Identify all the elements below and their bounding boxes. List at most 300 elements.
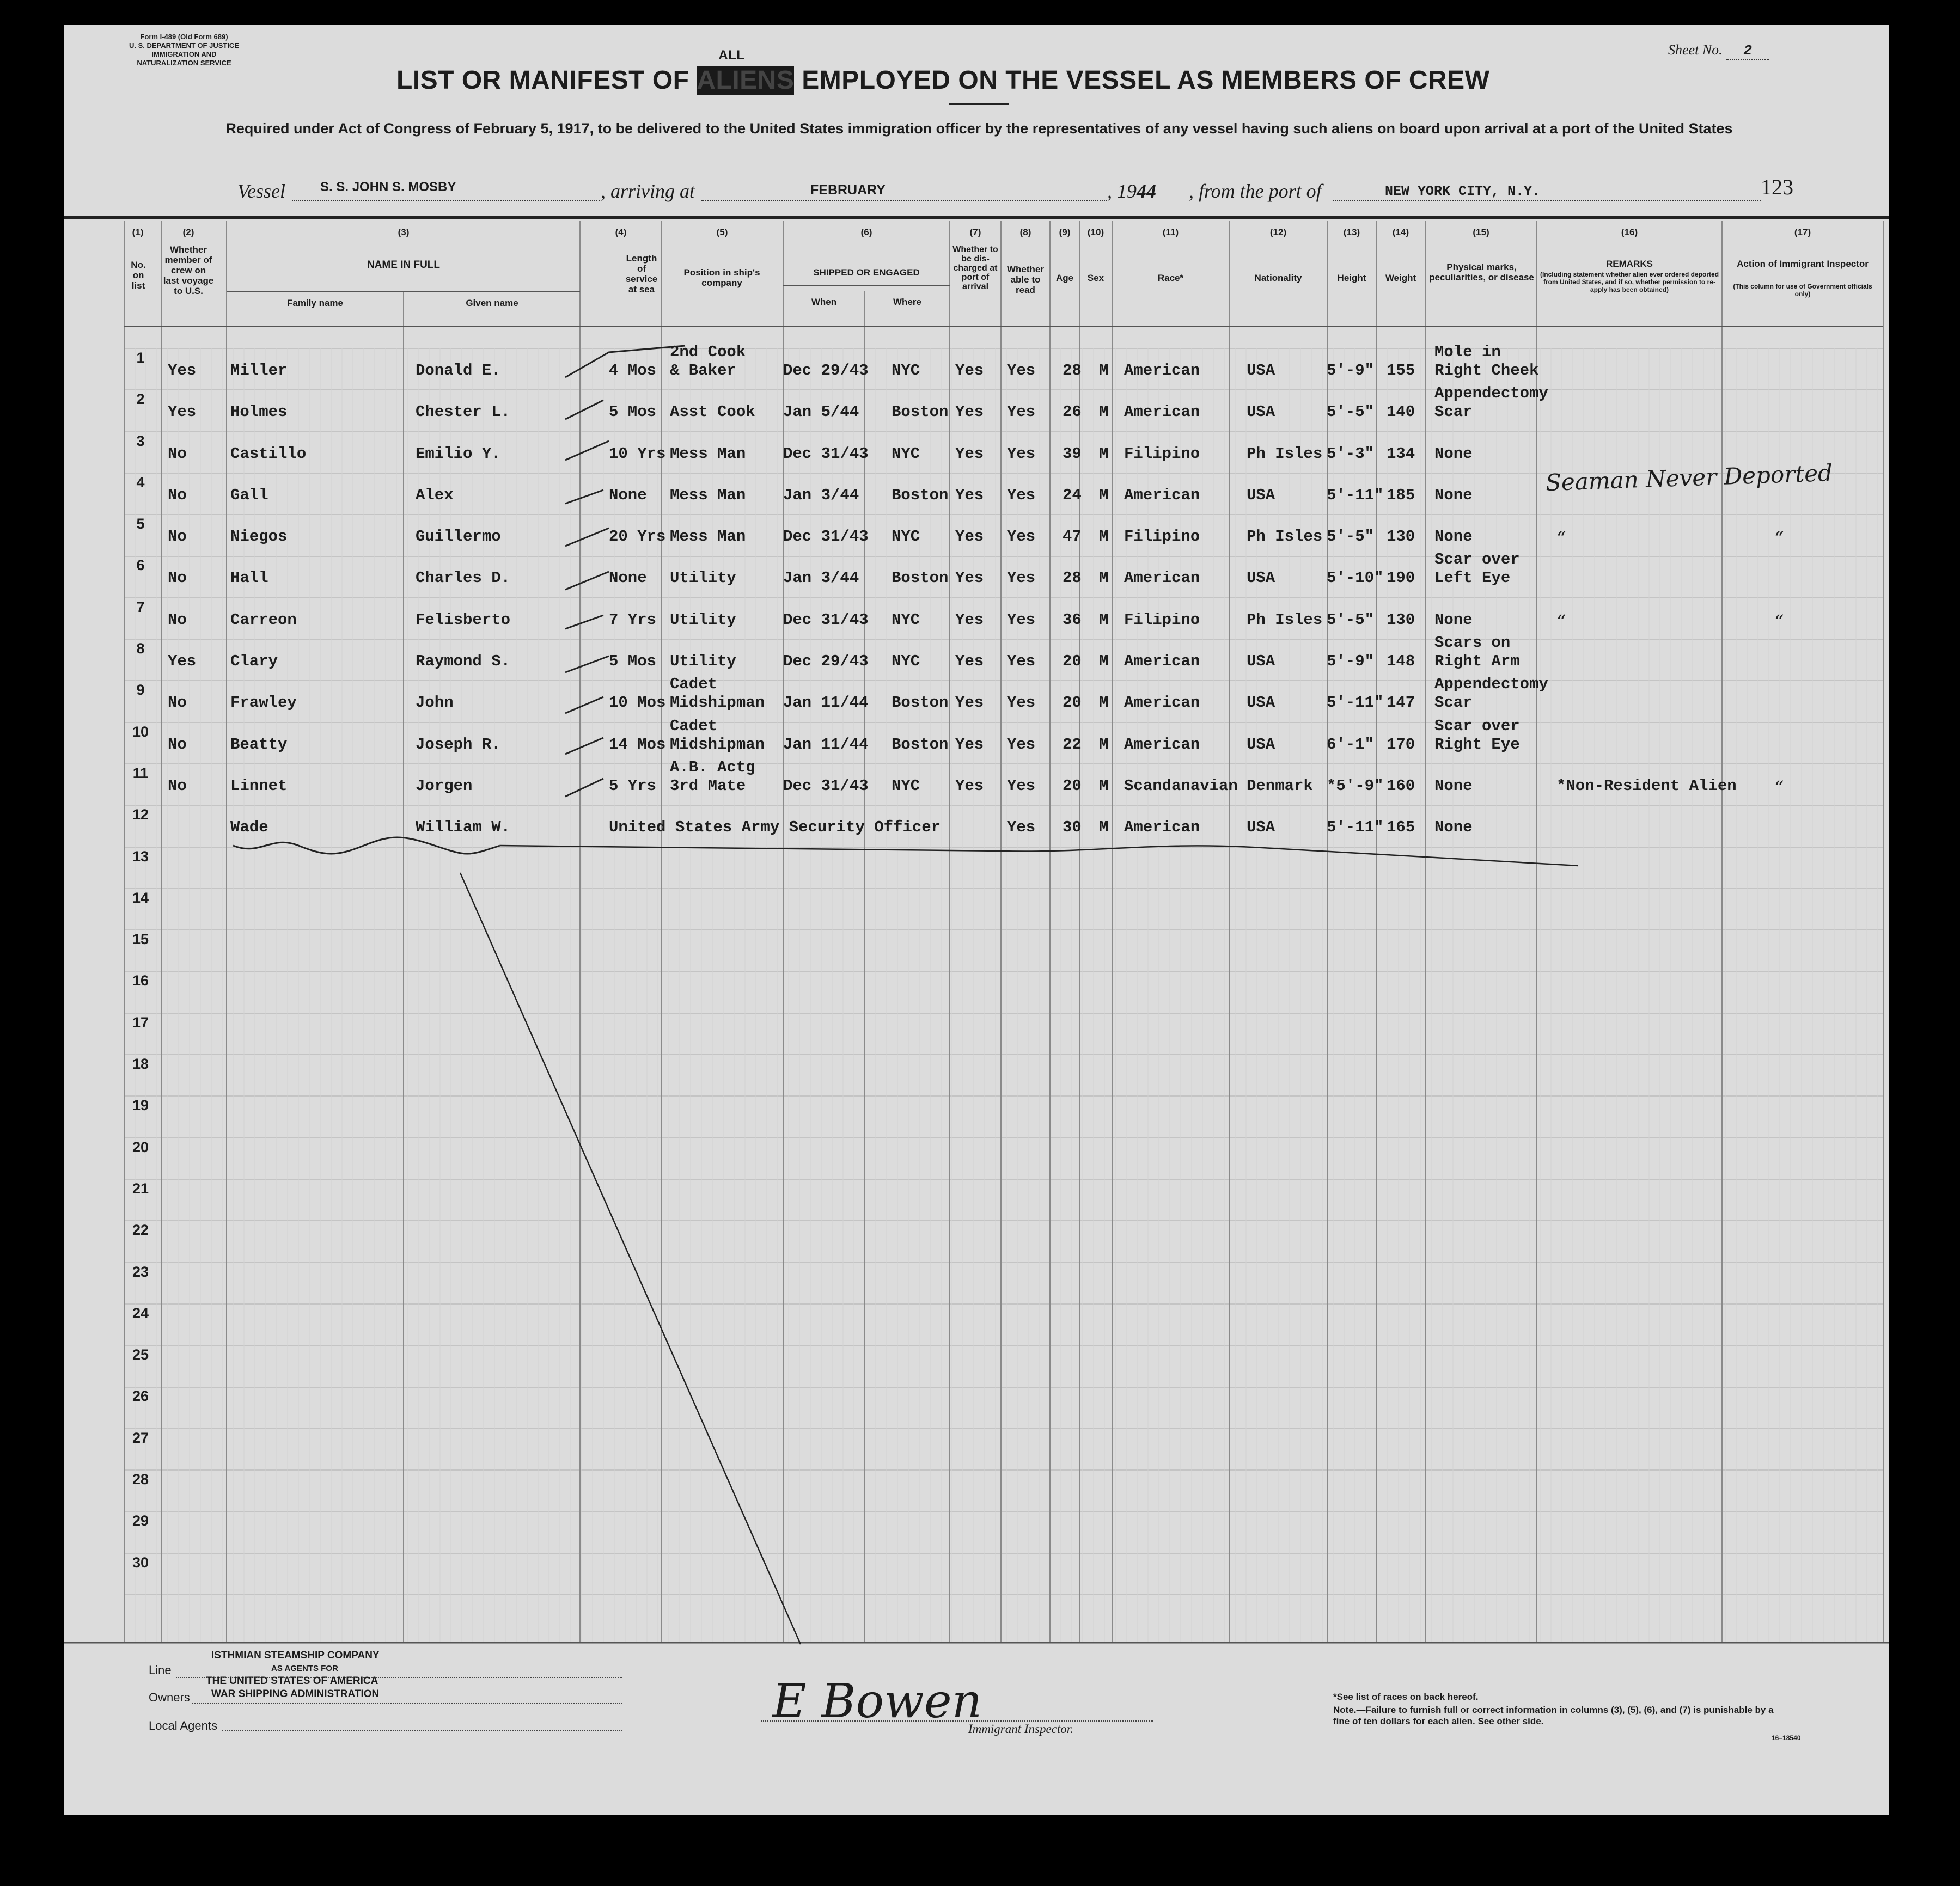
row-12-strike-mark bbox=[233, 837, 500, 854]
col-3-number: (3) bbox=[398, 227, 410, 237]
form-code: 16–18540 bbox=[1772, 1734, 1801, 1742]
row-race: American bbox=[1124, 361, 1200, 379]
col-1-label: No. on list bbox=[131, 260, 146, 291]
row-able-to-read: Yes bbox=[1007, 652, 1036, 671]
inspector-label: Immigrant Inspector. bbox=[968, 1722, 1073, 1736]
vessel-name: S. S. JOHN S. MOSBY bbox=[320, 180, 456, 194]
row-last-voyage: No bbox=[168, 735, 187, 754]
signature-underline bbox=[761, 1720, 1153, 1722]
row-family-name: Clary bbox=[230, 652, 278, 671]
arriving-value: FEBRUARY bbox=[810, 182, 886, 198]
row-discharged: Yes bbox=[955, 652, 984, 671]
row-able-to-read: Yes bbox=[1007, 444, 1036, 463]
row-height: 5'-11" bbox=[1327, 694, 1384, 712]
row-height: 5'-11" bbox=[1327, 818, 1384, 837]
row-able-to-read: Yes bbox=[1007, 361, 1036, 379]
col-10-number: (10) bbox=[1087, 227, 1104, 237]
row-service-length: 5 Yrs bbox=[609, 776, 657, 795]
row-last-voyage: Yes bbox=[168, 361, 197, 379]
col-4-label: Length of service at sea bbox=[625, 253, 658, 295]
row-race: American bbox=[1124, 486, 1200, 504]
col-2-label: Whether member of crew on last voyage to U.S. bbox=[163, 244, 214, 296]
row-given-name: Donald E. bbox=[416, 361, 501, 379]
row-nationality: Ph Isles bbox=[1247, 528, 1323, 546]
row-able-to-read: Yes bbox=[1007, 694, 1036, 712]
row-shipped-where: Boston bbox=[892, 569, 949, 587]
row-sex: M bbox=[1099, 694, 1109, 712]
row-race: American bbox=[1124, 652, 1200, 671]
row-sex: M bbox=[1099, 610, 1109, 629]
row-shipped-when: Dec 31/43 bbox=[783, 610, 869, 629]
row-race: Filipino bbox=[1124, 528, 1200, 546]
col-14-label: Weight bbox=[1385, 273, 1416, 283]
row-nationality: USA bbox=[1247, 569, 1275, 587]
col-15-number: (15) bbox=[1473, 227, 1489, 237]
row-family-name: Gall bbox=[230, 486, 268, 504]
empty-row-number: 22 bbox=[132, 1222, 149, 1239]
row-height: 5'-9" bbox=[1327, 652, 1375, 671]
row-nationality: Denmark bbox=[1247, 776, 1313, 795]
form-service-line: IMMIGRATION AND NATURALIZATION SERVICE bbox=[137, 50, 231, 67]
row-row-number: 2 bbox=[136, 391, 145, 408]
row-weight: 134 bbox=[1387, 444, 1415, 463]
row-weight: 155 bbox=[1387, 361, 1415, 379]
row-position: Cadet bbox=[670, 675, 718, 694]
row-sex: M bbox=[1099, 735, 1109, 754]
row-service-length: 14 Mos bbox=[609, 735, 666, 754]
row-able-to-read: Yes bbox=[1007, 403, 1036, 421]
row-shipped-when: Dec 29/43 bbox=[783, 361, 869, 379]
row-position: Utility bbox=[670, 569, 736, 587]
empty-row-number: 28 bbox=[132, 1471, 149, 1488]
sheet-label: Sheet No. bbox=[1668, 42, 1723, 58]
row-shipped-when: Dec 31/43 bbox=[783, 776, 869, 795]
empty-row-number: 24 bbox=[132, 1305, 149, 1321]
row-position: Midshipman bbox=[670, 735, 765, 754]
empty-row-number: 14 bbox=[132, 889, 149, 906]
row-given-name: Charles D. bbox=[416, 569, 511, 587]
row-remarks: “ bbox=[1556, 528, 1566, 550]
col-9-number: (9) bbox=[1059, 227, 1071, 237]
row-shipped-when: Jan 11/44 bbox=[783, 735, 869, 754]
inspector-signature: E Bowen bbox=[772, 1674, 982, 1729]
row-physical-marks: Scars on bbox=[1434, 634, 1511, 652]
title-part-1: LIST OR MANIFEST OF bbox=[396, 66, 689, 95]
row-position: 2nd Cook bbox=[670, 342, 746, 361]
row-nationality: USA bbox=[1247, 818, 1275, 837]
col-6-label: SHIPPED OR ENGAGED bbox=[813, 267, 920, 278]
empty-row-number: 27 bbox=[132, 1429, 149, 1446]
row-age: 28 bbox=[1063, 569, 1082, 587]
row-physical-marks: None bbox=[1434, 818, 1473, 837]
row-shipped-when: Dec 31/43 bbox=[783, 444, 869, 463]
col-8-label: Whether able to read bbox=[1007, 264, 1044, 295]
row-age: 28 bbox=[1063, 361, 1082, 379]
row-physical-marks: Appendectomy bbox=[1434, 675, 1548, 694]
row-weight: 130 bbox=[1387, 610, 1415, 629]
row-height: 5'-3" bbox=[1327, 444, 1375, 463]
row-service-length: 7 Yrs bbox=[609, 610, 657, 629]
row-remarks: *Non-Resident Alien bbox=[1556, 776, 1737, 795]
row-shipped-where: NYC bbox=[892, 610, 920, 629]
row-physical-marks: Right Eye bbox=[1434, 735, 1520, 754]
row-weight: 140 bbox=[1387, 403, 1415, 421]
row-last-voyage: Yes bbox=[168, 652, 197, 671]
row-height: 5'-5" bbox=[1327, 403, 1375, 421]
row-discharged: Yes bbox=[955, 694, 984, 712]
empty-row-number: 26 bbox=[132, 1388, 149, 1405]
col-1-number: (1) bbox=[132, 227, 144, 237]
row-service-length: 10 Mos bbox=[609, 694, 666, 712]
row-age: 20 bbox=[1063, 652, 1082, 671]
col-5-label: Position in ship's company bbox=[683, 267, 760, 288]
col-6-when-label: When bbox=[811, 297, 837, 307]
row-position: Asst Cook bbox=[670, 403, 755, 421]
row-discharged: Yes bbox=[955, 610, 984, 629]
row-family-name: Beatty bbox=[230, 735, 288, 754]
row-given-name: Chester L. bbox=[416, 403, 511, 421]
col-11-number: (11) bbox=[1162, 227, 1179, 237]
col-7-number: (7) bbox=[969, 227, 981, 237]
row-given-name: John bbox=[416, 694, 454, 712]
row-sex: M bbox=[1099, 569, 1109, 587]
title-insert-word: ALL bbox=[718, 48, 745, 63]
row-sex: M bbox=[1099, 528, 1109, 546]
empty-row-number: 25 bbox=[132, 1346, 149, 1363]
row-able-to-read: Yes bbox=[1007, 776, 1036, 795]
row-discharged: Yes bbox=[955, 776, 984, 795]
row-sex: M bbox=[1099, 486, 1109, 504]
row-position: Midshipman bbox=[670, 694, 765, 712]
row-last-voyage: No bbox=[168, 776, 187, 795]
row-able-to-read: Yes bbox=[1007, 610, 1036, 629]
row-race: American bbox=[1124, 694, 1200, 712]
row-family-name: Castillo bbox=[230, 444, 307, 463]
row-height: 5'-10" bbox=[1327, 569, 1384, 587]
col-8-number: (8) bbox=[1019, 227, 1031, 237]
row-shipped-where: NYC bbox=[892, 652, 920, 671]
row-shipped-when: Jan 5/44 bbox=[783, 403, 859, 421]
empty-row-number: 16 bbox=[132, 972, 149, 989]
col-3-family-label: Family name bbox=[287, 298, 343, 308]
row-family-name: Holmes bbox=[230, 403, 288, 421]
empty-row-number: 30 bbox=[132, 1554, 149, 1571]
signature-leader-line bbox=[460, 873, 801, 1644]
row-weight: 130 bbox=[1387, 528, 1415, 546]
row-height: 5'-9" bbox=[1327, 361, 1375, 379]
col-17-number: (17) bbox=[1794, 227, 1811, 237]
sheet-number-value: 2 bbox=[1726, 42, 1769, 60]
row-given-name: Joseph R. bbox=[416, 735, 501, 754]
row-nationality: USA bbox=[1247, 652, 1275, 671]
agents-for-text: AS AGENTS FOR bbox=[271, 1664, 338, 1673]
row-shipped-where: Boston bbox=[892, 694, 949, 712]
line-label: Line bbox=[149, 1663, 172, 1677]
row-remarks: “ bbox=[1556, 610, 1566, 633]
empty-row-number: 17 bbox=[132, 1014, 149, 1031]
row-able-to-read: Yes bbox=[1007, 486, 1036, 504]
row-position: Cadet bbox=[670, 717, 718, 735]
row-discharged: Yes bbox=[955, 403, 984, 421]
row-position: A.B. Actg bbox=[670, 758, 755, 776]
row-grid-lines bbox=[124, 348, 1883, 1643]
line-value: ISTHMIAN STEAMSHIP COMPANY bbox=[211, 1650, 380, 1661]
row-shipped-when: Jan 3/44 bbox=[783, 569, 859, 587]
row-race: American bbox=[1124, 403, 1200, 421]
col-9-label: Age bbox=[1055, 273, 1074, 283]
row-weight: 148 bbox=[1387, 652, 1415, 671]
row-physical-marks: None bbox=[1434, 486, 1473, 504]
from-port-label: , from the port of bbox=[1189, 180, 1322, 202]
row-physical-marks: Scar over bbox=[1434, 717, 1520, 735]
title-redacted-text: ALIENS bbox=[697, 66, 795, 95]
row-last-voyage: No bbox=[168, 569, 187, 587]
form-department-line: U. S. DEPARTMENT OF JUSTICE bbox=[129, 41, 239, 50]
row-given-name: Guillermo bbox=[416, 528, 501, 546]
col-7-label: Whether to be dis-charged at port of arrival bbox=[952, 245, 998, 291]
owners-underline bbox=[192, 1703, 622, 1704]
row-physical-marks: Appendectomy bbox=[1434, 384, 1548, 403]
row-physical-marks: Left Eye bbox=[1434, 569, 1511, 587]
row-age: 47 bbox=[1063, 528, 1082, 546]
row-sex: M bbox=[1099, 818, 1109, 837]
row-nationality: USA bbox=[1247, 735, 1275, 754]
row-service-length: 5 Mos bbox=[609, 652, 657, 671]
row-shipped-where: Boston bbox=[892, 735, 949, 754]
row-physical-marks: Right Arm bbox=[1434, 652, 1520, 671]
row-weight: 165 bbox=[1387, 818, 1415, 837]
row-discharged: Yes bbox=[955, 569, 984, 587]
row-position: Utility bbox=[670, 610, 736, 629]
row-shipped-where: Boston bbox=[892, 403, 949, 421]
row-shipped-where: NYC bbox=[892, 444, 920, 463]
row-row-number: 10 bbox=[132, 723, 149, 740]
row-inspector-action: “ bbox=[1774, 776, 1784, 799]
row-weight: 160 bbox=[1387, 776, 1415, 795]
row-physical-marks: None bbox=[1434, 776, 1473, 795]
row-sex: M bbox=[1099, 444, 1109, 463]
row-row-number: 9 bbox=[136, 682, 145, 699]
page-subtitle: Required under Act of Congress of February 5, 1917, to be delivered to the United States immigration officer by the representatives of any vessel having such aliens on board upon arrival at a port of the United States bbox=[225, 120, 1733, 137]
empty-row-number: 15 bbox=[132, 931, 149, 948]
row-nationality: Ph Isles bbox=[1247, 444, 1323, 463]
col-12-label: Nationality bbox=[1254, 273, 1302, 283]
col-6-number: (6) bbox=[860, 227, 872, 237]
row-physical-marks: Scar over bbox=[1434, 550, 1520, 569]
row-age: 24 bbox=[1063, 486, 1082, 504]
row-row-number: 11 bbox=[132, 764, 149, 781]
row-physical-marks: None bbox=[1434, 610, 1473, 629]
col-3-given-label: Given name bbox=[466, 298, 518, 308]
owners-value-2: WAR SHIPPING ADMINISTRATION bbox=[211, 1688, 380, 1700]
row-last-voyage: Yes bbox=[168, 403, 197, 421]
manifest-sheet bbox=[64, 25, 1889, 1815]
row-physical-marks: None bbox=[1434, 528, 1473, 546]
row-nationality: USA bbox=[1247, 361, 1275, 379]
row-physical-marks: Scar bbox=[1434, 403, 1473, 421]
row-weight: 185 bbox=[1387, 486, 1415, 504]
row-position: 3rd Mate bbox=[670, 776, 746, 795]
col-2-number: (2) bbox=[182, 227, 194, 237]
row-row-number: 5 bbox=[136, 516, 145, 532]
row-last-voyage: No bbox=[168, 694, 187, 712]
row-nationality: USA bbox=[1247, 486, 1275, 504]
arriving-label: , arriving at bbox=[601, 180, 695, 202]
col-16-label: REMARKS bbox=[1606, 259, 1653, 269]
row-row-number: 7 bbox=[136, 598, 145, 615]
empty-row-number: 19 bbox=[132, 1097, 149, 1114]
row-race: Filipino bbox=[1124, 444, 1200, 463]
races-note: *See list of races on back hereof. bbox=[1333, 1692, 1479, 1702]
row-row-number: 8 bbox=[136, 640, 145, 657]
row-service-length: United States Army Security Officer bbox=[609, 818, 941, 837]
row-able-to-read: Yes bbox=[1007, 735, 1036, 754]
row-inspector-action: “ bbox=[1774, 610, 1784, 633]
vessel-label: Vessel bbox=[237, 180, 285, 202]
owners-label: Owners bbox=[149, 1691, 190, 1704]
row-race: Filipino bbox=[1124, 610, 1200, 629]
row-given-name: Emilio Y. bbox=[416, 444, 501, 463]
col-13-label: Height bbox=[1337, 273, 1366, 283]
year-prefix: , 19 bbox=[1107, 180, 1137, 202]
row-sex: M bbox=[1099, 403, 1109, 421]
row-shipped-when: Dec 31/43 bbox=[783, 528, 869, 546]
row-able-to-read: Yes bbox=[1007, 569, 1036, 587]
page-number: 123 bbox=[1761, 175, 1793, 199]
col-17-sublabel: (This column for use of Government officials only) bbox=[1733, 283, 1872, 298]
row-weight: 190 bbox=[1387, 569, 1415, 587]
row-family-name: Wade bbox=[230, 818, 268, 837]
row-height: *5'-9" bbox=[1327, 776, 1384, 795]
col-16-sublabel: (Including statement whether alien ever ordered deported from United States, and if so, whether permission to re-apply has been obtained) bbox=[1540, 271, 1719, 293]
row-discharged: Yes bbox=[955, 486, 984, 504]
column-grid-lines bbox=[124, 221, 1883, 1643]
row-shipped-where: Boston bbox=[892, 486, 949, 504]
row-age: 20 bbox=[1063, 776, 1082, 795]
row-given-name: Jorgen bbox=[416, 776, 473, 795]
row-given-name: William W. bbox=[416, 818, 511, 837]
row-discharged: Yes bbox=[955, 735, 984, 754]
row-position: Mess Man bbox=[670, 486, 746, 504]
row-service-length: None bbox=[609, 569, 647, 587]
row-age: 20 bbox=[1063, 694, 1082, 712]
row-age: 36 bbox=[1063, 610, 1082, 629]
row-nationality: USA bbox=[1247, 694, 1275, 712]
row-row-number: 12 bbox=[132, 806, 149, 823]
col-3-label: NAME IN FULL bbox=[367, 259, 441, 271]
empty-row-number: 29 bbox=[132, 1513, 149, 1529]
row-family-name: Linnet bbox=[230, 776, 288, 795]
row-sex: M bbox=[1099, 776, 1109, 795]
row-height: 5'-11" bbox=[1327, 486, 1384, 504]
col-12-number: (12) bbox=[1269, 227, 1287, 237]
row-3-handwritten-remark: Seaman Never Deported bbox=[1545, 459, 1833, 497]
row-service-length: None bbox=[609, 486, 647, 504]
row-last-voyage: No bbox=[168, 528, 187, 546]
row-service-length: 5 Mos bbox=[609, 403, 657, 421]
row-race: American bbox=[1124, 818, 1200, 837]
row-row-number: 6 bbox=[136, 557, 145, 574]
row-race: American bbox=[1124, 735, 1200, 754]
row-physical-marks: Right Cheek bbox=[1434, 361, 1539, 379]
col-15-label: Physical marks, peculiarities, or disease bbox=[1429, 262, 1534, 283]
form-number-line: Form I-489 (Old Form 689) bbox=[140, 33, 228, 41]
col-17-label: Action of Immigrant Inspector bbox=[1737, 259, 1869, 269]
row-age: 26 bbox=[1063, 403, 1082, 421]
row-position: Mess Man bbox=[670, 444, 746, 463]
row-position: & Baker bbox=[670, 361, 736, 379]
empty-row-number: 23 bbox=[132, 1263, 149, 1280]
row-height: 5'-5" bbox=[1327, 528, 1375, 546]
row-sex: M bbox=[1099, 361, 1109, 379]
row-family-name: Miller bbox=[230, 361, 288, 379]
empty-row-number: 20 bbox=[132, 1138, 149, 1155]
row-position: Utility bbox=[670, 652, 736, 671]
row-given-name: Felisberto bbox=[416, 610, 511, 629]
row-service-length: 20 Yrs bbox=[609, 528, 666, 546]
col-5-number: (5) bbox=[716, 227, 728, 237]
row-discharged: Yes bbox=[955, 361, 984, 379]
row-family-name: Carreon bbox=[230, 610, 297, 629]
row-weight: 147 bbox=[1387, 694, 1415, 712]
empty-row-number: 13 bbox=[132, 848, 149, 865]
row-able-to-read: Yes bbox=[1007, 818, 1036, 837]
local-agents-underline bbox=[222, 1730, 622, 1731]
row-shipped-when: Dec 29/43 bbox=[783, 652, 869, 671]
row-nationality: USA bbox=[1247, 403, 1275, 421]
row-last-voyage: No bbox=[168, 486, 187, 504]
col-10-label: Sex bbox=[1087, 273, 1104, 283]
title-part-2: EMPLOYED ON THE VESSEL AS MEMBERS OF CREW bbox=[802, 66, 1490, 95]
col-16-number: (16) bbox=[1621, 227, 1638, 237]
row-nationality: Ph Isles bbox=[1247, 610, 1323, 629]
row-inspector-action: “ bbox=[1774, 528, 1784, 550]
penalty-note: Note.—Failure to furnish full or correct information in columns (3), (5), (6), and (7) is punishable by a fine of ten dollars for each alien. See other side. bbox=[1333, 1705, 1774, 1726]
col-6-where-label: Where bbox=[893, 297, 921, 307]
row-shipped-where: NYC bbox=[892, 776, 920, 795]
row-shipped-when: Jan 3/44 bbox=[783, 486, 859, 504]
local-agents-label: Local Agents bbox=[149, 1719, 217, 1732]
col-11-label: Race* bbox=[1157, 273, 1184, 283]
row-service-length: 4 Mos bbox=[609, 361, 657, 379]
row-sex: M bbox=[1099, 652, 1109, 671]
row-shipped-when: Jan 11/44 bbox=[783, 694, 869, 712]
row-last-voyage: No bbox=[168, 444, 187, 463]
row-shipped-where: NYC bbox=[892, 528, 920, 546]
row-family-name: Niegos bbox=[230, 528, 288, 546]
owners-value-1: THE UNITED STATES OF AMERICA bbox=[206, 1675, 378, 1687]
row-able-to-read: Yes bbox=[1007, 528, 1036, 546]
row-race: American bbox=[1124, 569, 1200, 587]
row-race: Scandanavian bbox=[1124, 776, 1238, 795]
row-height: 6'-1" bbox=[1327, 735, 1375, 754]
row-physical-marks: None bbox=[1434, 444, 1473, 463]
row-shipped-where: NYC bbox=[892, 361, 920, 379]
row-discharged: Yes bbox=[955, 444, 984, 463]
row-given-name: Alex bbox=[416, 486, 454, 504]
row-service-length: 10 Yrs bbox=[609, 444, 666, 463]
row-given-name: Raymond S. bbox=[416, 652, 511, 671]
row-age: 39 bbox=[1063, 444, 1082, 463]
from-port-value: NEW YORK CITY, N.Y. bbox=[1385, 183, 1541, 199]
empty-row-number: 18 bbox=[132, 1056, 149, 1073]
row-row-number: 1 bbox=[136, 349, 145, 366]
row-height: 5'-5" bbox=[1327, 610, 1375, 629]
row-physical-marks: Scar bbox=[1434, 694, 1473, 712]
empty-row-number: 21 bbox=[132, 1180, 149, 1197]
row-weight: 170 bbox=[1387, 735, 1415, 754]
year-value: 44 bbox=[1137, 180, 1156, 202]
